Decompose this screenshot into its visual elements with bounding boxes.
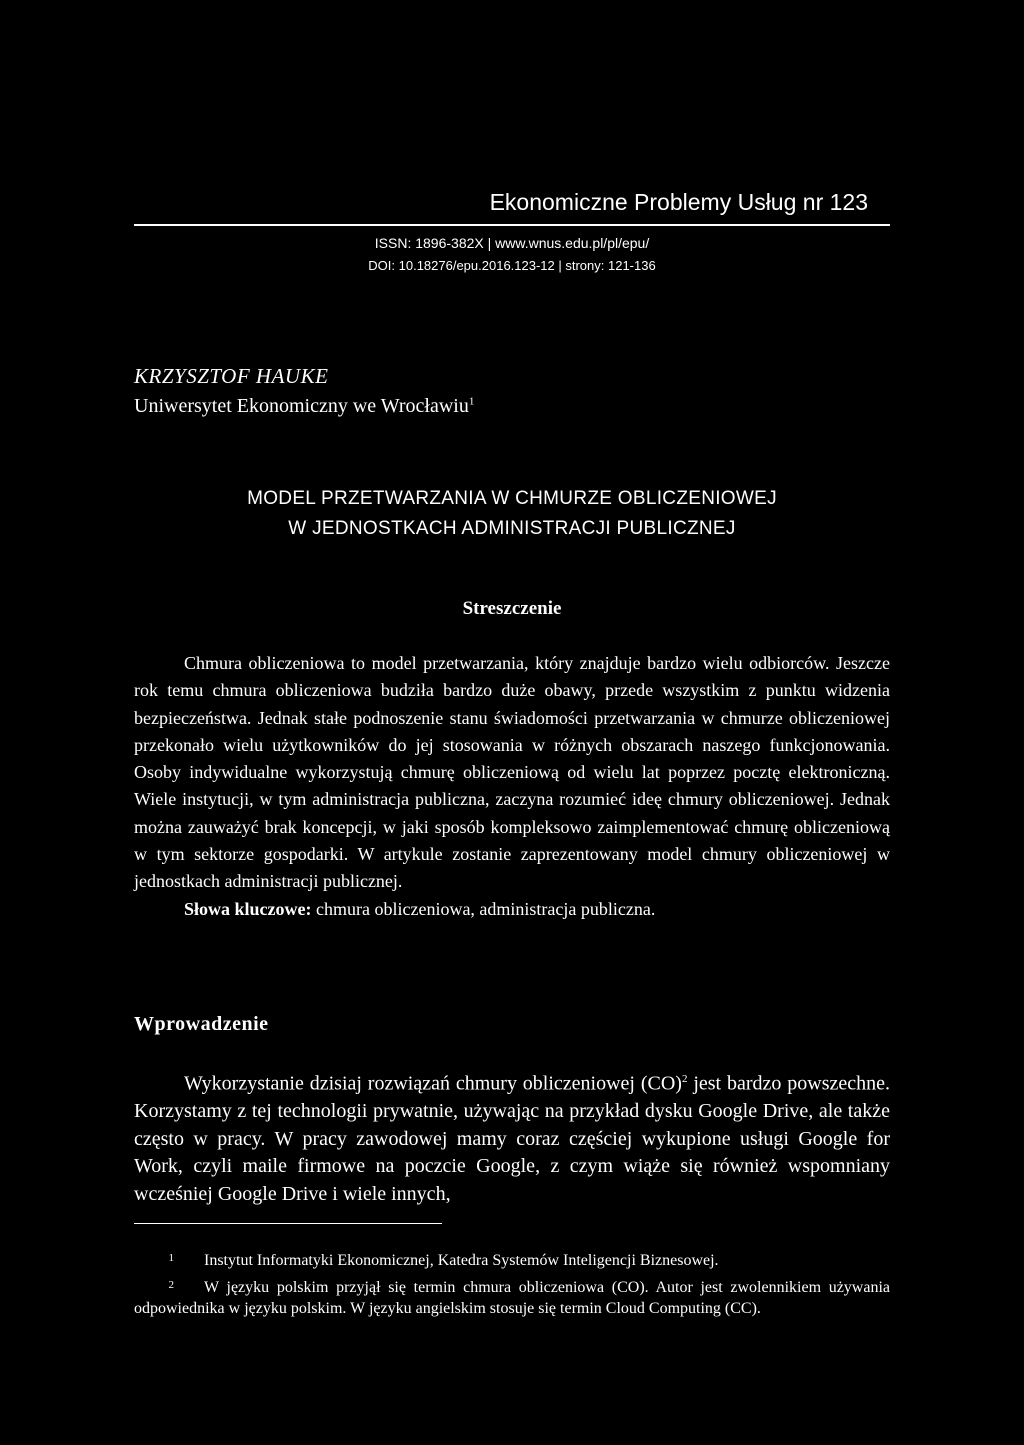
intro-body	[134, 1066, 890, 1208]
section-heading-intro: Wprowadzenie	[134, 1013, 269, 1035]
abstract-text: Chmura obliczeniowa to model przetwarzania, który znajduje bardzo wielu odbiorców. Jeszcze rok temu chmura obliczeniowa budziła bardzo duże obawy, przede wszystkim z punktu widzenia bezpieczeństwa. Jednak stałe podnoszenie stanu świadomości przetwarzania w chmurze obliczeniowej przekonało wielu użytkowników do jej stosowania w różnych obszarach naszego funkcjonowania. Osoby indywidualne wykorzystują chmurę obliczeniową od wielu lat poprzez pocztę elektroniczną. Wiele instytucji, w tym administracja publiczna, zaczyna rozumieć ideę chmury obliczeniowej. Jednak można zauważyć brak koncepcji, w jaki sposób kompleksowo zaimplementować chmurę obliczeniową w tym sektorze gospodarki. W artykule zostanie zaprezentowany model chmury obliczeniowej w jednostkach administracji publicznej.	[134, 653, 890, 892]
journal-title: Ekonomiczne Problemy Usług nr 123	[489, 189, 868, 215]
keywords-text: chmura obliczeniowa, administracja publiczna.	[316, 898, 656, 919]
footnote-1-number: 1	[168, 1252, 174, 1264]
footnote-2	[134, 1277, 890, 1319]
paper-title-line-2: W JEDNOSTKACH ADMINISTRACJI PUBLICZNEJ	[288, 518, 736, 539]
intro-text-after: jest bardzo powszechne. Korzystamy z tej technologii prywatnie, używając na przykład dysku Google Drive, ale także często w pracy. W pracy zawodowej mamy coraz częściej wykupione usługi Google for Work, czyli maile firmowe na poczcie Google, z czym wiąże się również wspomniany wcześniej Google Drive i wiele innych,	[134, 1072, 890, 1205]
doi-line: DOI: 10.18276/epu.2016.123-12 | strony: 121-136	[368, 258, 656, 273]
author-name: KRZYSZTOF HAUKE	[134, 364, 329, 388]
footnote-rule	[134, 1223, 442, 1224]
paper-title-line-1: MODEL PRZETWARZANIA W CHMURZE OBLICZENIOWEJ	[247, 488, 777, 509]
journal-header	[134, 186, 890, 273]
footnote-1-text: Instytut Informatyki Ekonomicznej, Katedra Systemów Inteligencji Biznesowej.	[204, 1252, 719, 1269]
keywords-label: Słowa kluczowe:	[184, 898, 312, 919]
footnote-2-number: 2	[168, 1279, 174, 1291]
intro-footnote-ref[interactable]: 2	[681, 1073, 688, 1085]
keywords	[134, 896, 890, 923]
intro-text-before: Wykorzystanie dzisiaj rozwiązań chmury obliczeniowej (CO)	[184, 1072, 682, 1095]
footnote-2-text: W języku polskim przyjął się termin chmura obliczeniowa (CO). Autor jest zwolennikiem używania odpowiednika w języku polskim. W języku angielskim stosuje się termin Cloud Computing (CC).	[134, 1279, 890, 1317]
footnotes	[134, 1250, 890, 1325]
affiliation-footnote-ref[interactable]: 1	[468, 395, 475, 408]
abstract	[134, 650, 890, 923]
footnote-1	[134, 1250, 890, 1271]
author-affiliation	[134, 395, 474, 418]
affiliation-text: Uniwersytet Ekonomiczny we Wrocławiu	[134, 395, 469, 417]
issn-line: ISSN: 1896-382X | www.wnus.edu.pl/pl/epu/	[374, 235, 650, 251]
intro-paragraph	[134, 1066, 890, 1208]
abstract-heading: Streszczenie	[462, 598, 562, 619]
header-rule	[134, 224, 890, 226]
paper-title	[134, 484, 890, 544]
